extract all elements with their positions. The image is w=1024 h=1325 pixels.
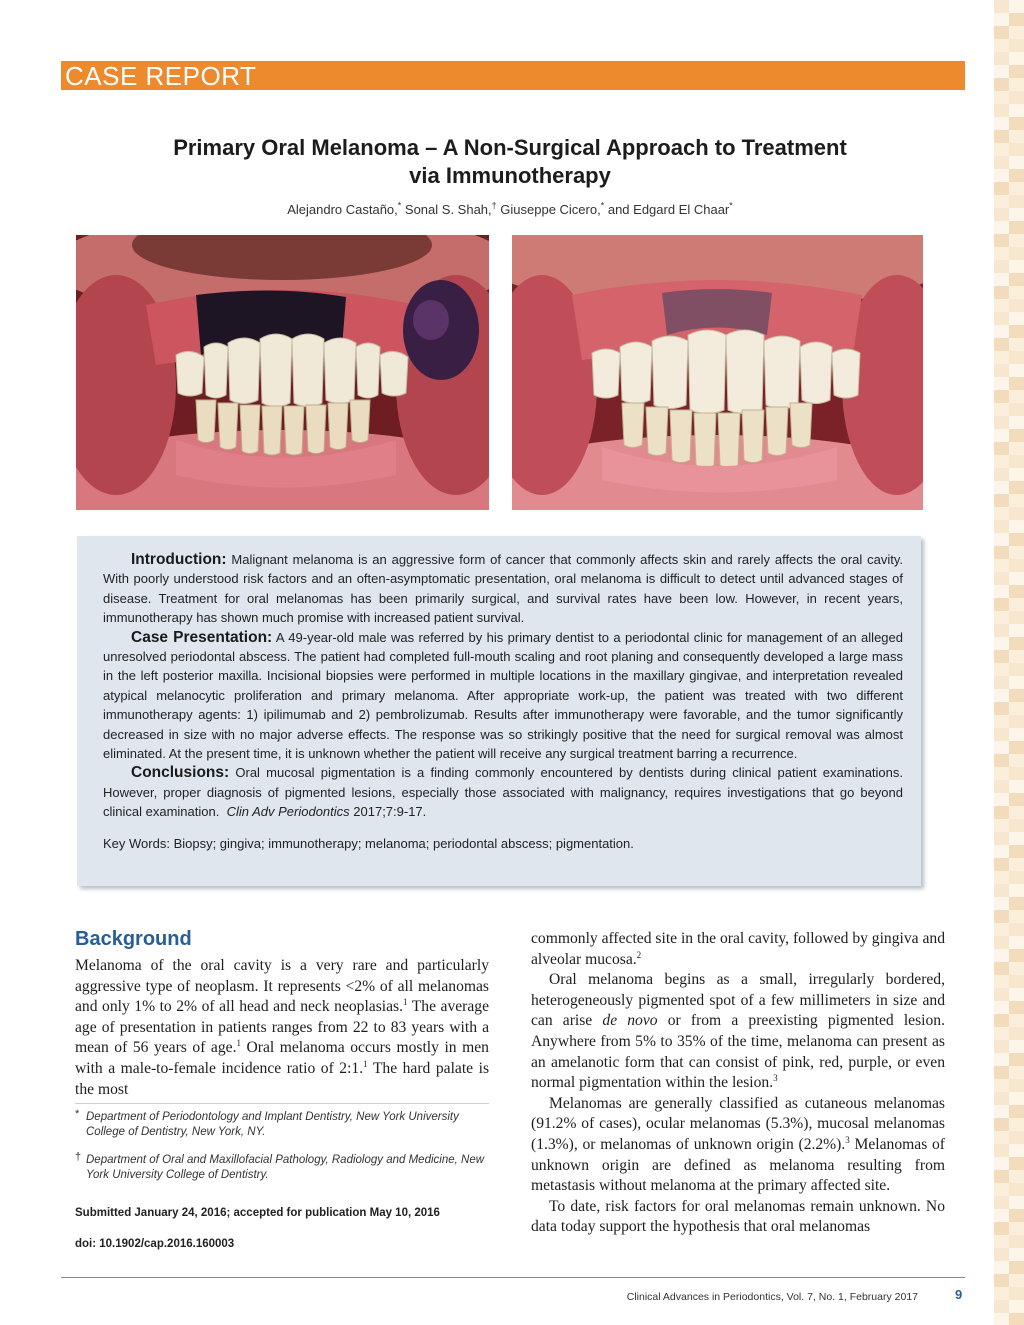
keywords-label: Key Words (103, 835, 167, 851)
body-text: or from a preexisting pigmented lesion. Anywhere from 5% to 35% of the time, melanoma can present as an amelanotic form that can consist of pink, red, purple, or even normal pigmentation within the lesion. (531, 1012, 945, 1092)
edge-tile (1009, 507, 1024, 520)
edge-tile (1009, 1014, 1024, 1027)
edge-tile (994, 156, 1009, 169)
edge-tile (1009, 780, 1024, 793)
edge-tile (1009, 676, 1024, 689)
edge-tile (1009, 169, 1024, 182)
reference-mark: 1 (363, 1058, 368, 1069)
edge-tile (994, 923, 1009, 936)
edge-tile (1009, 195, 1024, 208)
edge-tile (1009, 91, 1024, 104)
footnote-text: Department of Periodontology and Implant Dentistry, New York University College of Dentistry, New York, NY. (86, 1111, 459, 1138)
edge-tile (1009, 1300, 1024, 1313)
edge-tile (994, 39, 1009, 52)
edge-tile (1009, 1001, 1024, 1014)
edge-tile (1009, 819, 1024, 832)
edge-tile (994, 1222, 1009, 1235)
edge-tile (994, 26, 1009, 39)
edge-tile (1009, 1066, 1024, 1079)
edge-tile (1009, 1183, 1024, 1196)
edge-tile (994, 1261, 1009, 1274)
abstract-text: Malignant melanoma is an aggressive form of cancer that commonly affects skin and rarely affects the oral cavity. With poorly understood risk factors and an often-asymptomatic presentation, oral melanoma is difficult to detect until advanced stages of disease. Treatment for oral melanomas has been primarily surgical, and survival rates have been low. However, in recent years, immunotherapy has shown much promise with increased patient survival. (103, 552, 903, 626)
edge-tile (1009, 1274, 1024, 1287)
edge-tile (1009, 208, 1024, 221)
edge-tile (994, 910, 1009, 923)
affiliation-mark: † (491, 200, 497, 211)
edge-tile (994, 1183, 1009, 1196)
author-name: Giuseppe Cicero, (496, 202, 601, 217)
article-title-line2: via Immunotherapy (409, 163, 611, 188)
edge-tile (1009, 884, 1024, 897)
reference-mark: 3 (773, 1072, 778, 1083)
section-banner (61, 61, 965, 90)
edge-tile (1009, 793, 1024, 806)
edge-tile (994, 91, 1009, 104)
edge-tile (994, 858, 1009, 871)
edge-tile (994, 403, 1009, 416)
edge-tile (994, 507, 1009, 520)
edge-tile (1009, 1196, 1024, 1209)
edge-tile (1009, 1209, 1024, 1222)
edge-tile (994, 338, 1009, 351)
edge-tile (1009, 741, 1024, 754)
edge-tile (1009, 234, 1024, 247)
doi: doi: 10.1902/cap.2016.160003 (75, 1238, 235, 1250)
edge-tile (994, 78, 1009, 91)
edge-tile (1009, 559, 1024, 572)
edge-tile (994, 1066, 1009, 1079)
author-name: Alejandro Castaño, (287, 202, 398, 217)
edge-tile (1009, 1118, 1024, 1131)
edge-tile (1009, 78, 1024, 91)
body-paragraph (531, 970, 945, 1094)
edge-tile (1009, 1079, 1024, 1092)
edge-tile (1009, 1248, 1024, 1261)
edge-tile (1009, 1131, 1024, 1144)
edge-tile (994, 260, 1009, 273)
body-text: Oral melanoma occurs mostly in men with a male-to-female incidence ratio of 2:1. (75, 1039, 489, 1077)
edge-tile (994, 65, 1009, 78)
footnote-text: Department of Oral and Maxillofacial Pathology, Radiology and Medicine, New York University College of Dentistry. (86, 1154, 485, 1181)
edge-tile (994, 416, 1009, 429)
author-list (100, 202, 920, 217)
edge-tile (1009, 260, 1024, 273)
footnote-mark: † (75, 1151, 82, 1163)
body-paragraph (531, 1094, 945, 1197)
edge-tile (994, 650, 1009, 663)
edge-tile (1009, 533, 1024, 546)
abstract-introduction (103, 550, 903, 628)
edge-tile (994, 1014, 1009, 1027)
edge-tile (994, 975, 1009, 988)
footnote-affiliation (75, 1110, 493, 1140)
edge-tile (994, 1027, 1009, 1040)
body-text-italic: de novo (602, 1012, 658, 1030)
edge-tile (1009, 806, 1024, 819)
section-label: CASE REPORT (65, 61, 257, 91)
body-text: Oral melanoma begins as a small, irregularly bordered, heterogeneously pigmented spot of a few millimeters in size and can arise (531, 971, 945, 1030)
edge-tile (994, 195, 1009, 208)
edge-tile (1009, 429, 1024, 442)
edge-tile (1009, 1287, 1024, 1300)
keywords-text: : Biopsy; gingiva; immunotherapy; melanoma; periodontal abscess; pigmentation. (166, 835, 634, 851)
edge-tile (994, 364, 1009, 377)
abstract-heading: Conclusions: (131, 764, 230, 782)
mouth-photo-illustration (76, 235, 489, 510)
body-column-right (531, 929, 945, 1238)
journal-citation: Clinical Advances in Periodontics, Vol. 7, No. 1, February 2017 (626, 1291, 918, 1303)
edge-tile (1009, 1040, 1024, 1053)
edge-tile (994, 663, 1009, 676)
edge-tile (994, 13, 1009, 26)
edge-tile (1009, 364, 1024, 377)
edge-tile (994, 702, 1009, 715)
edge-tile (1009, 624, 1024, 637)
edge-tile (994, 429, 1009, 442)
edge-tile (994, 611, 1009, 624)
edge-tile (1009, 702, 1024, 715)
edge-tile (1009, 286, 1024, 299)
edge-tile (1009, 1170, 1024, 1183)
edge-tile (994, 1105, 1009, 1118)
edge-tile (1009, 962, 1024, 975)
edge-tile (994, 1209, 1009, 1222)
edge-tile (994, 1053, 1009, 1066)
edge-tile (994, 1040, 1009, 1053)
edge-tile (994, 897, 1009, 910)
reference-mark: 2 (636, 949, 642, 960)
edge-tile (994, 351, 1009, 364)
edge-tile (1009, 910, 1024, 923)
footnote-affiliation (75, 1153, 493, 1183)
edge-tile (994, 637, 1009, 650)
edge-tile (994, 1131, 1009, 1144)
edge-tile (994, 208, 1009, 221)
body-text: Melanoma of the oral cavity is a very rare and particularly aggressive type of neoplasm. It represents <2% of all melanomas and only 1% to 2% of all head and neck neoplasias. (75, 957, 489, 1016)
edge-tile (1009, 442, 1024, 455)
edge-tile (1009, 689, 1024, 702)
edge-tile (994, 624, 1009, 637)
edge-tile (994, 832, 1009, 845)
edge-tile (1009, 468, 1024, 481)
edge-tile (1009, 117, 1024, 130)
edge-tile (994, 1248, 1009, 1261)
edge-tile (994, 1144, 1009, 1157)
edge-tile (1009, 1313, 1024, 1325)
citation-details: 2017;7:9-17. (349, 804, 427, 820)
edge-tile (1009, 403, 1024, 416)
edge-tile (1009, 1092, 1024, 1105)
edge-tile (994, 1274, 1009, 1287)
edge-tile (1009, 416, 1024, 429)
body-text: commonly affected site in the oral cavity, followed by gingiva and alveolar mucosa. (531, 930, 945, 968)
article-title-line1: Primary Oral Melanoma – A Non-Surgical Approach to Treatment (173, 135, 847, 160)
edge-tile (1009, 39, 1024, 52)
edge-tile (994, 676, 1009, 689)
body-text: The hard palate is the most (75, 1059, 490, 1098)
edge-tile (994, 988, 1009, 1001)
body-column-left (75, 956, 489, 1100)
edge-tile (1009, 247, 1024, 260)
abstract-box (77, 536, 921, 886)
affiliation-mark: * (600, 200, 605, 211)
abstract-text: A 49-year-old male was referred by his primary dentist to a periodontal clinic for management of an alleged unresolved periodontal abscess. The patient had completed full-mouth scaling and root planing and consequently developed a large mass in the left posterior maxilla. Incisional biopsies were performed in multiple locations in the maxillary gingivae, and interpretation revealed atypical melanocytic proliferation and primary melanoma. After appropriate work-up, the patient was treated with two different immunotherapy agents: 1) ipilimumab and 2) pembrolizumab. Results after immunotherapy were favorable, and the tumor significantly decreased in size with no major adverse effects. The response was so strikingly positive that the need for surgical removal was almost eliminated. At the present time, it is unknown whether the patient will receive any surgical treatment barring a recurrence. (103, 629, 903, 762)
edge-tile (1009, 1144, 1024, 1157)
edge-tile (1009, 858, 1024, 871)
edge-tile (994, 377, 1009, 390)
edge-tile (1009, 156, 1024, 169)
edge-tile (1009, 1157, 1024, 1170)
edge-tile (1009, 1053, 1024, 1066)
edge-tile (1009, 598, 1024, 611)
edge-tile (994, 793, 1009, 806)
edge-tile (1009, 637, 1024, 650)
edge-tile (1009, 494, 1024, 507)
abstract-text: Oral mucosal pigmentation is a finding commonly encountered by dentists during clinical patient examinations. However, proper diagnosis of pigmented lesions, especially those associated with malignancy, requires investigations that go beyond clinical examination. (103, 765, 903, 820)
article-title (100, 134, 920, 190)
edge-tile (1009, 923, 1024, 936)
page-number: 9 (955, 1287, 963, 1302)
edge-tile (1009, 936, 1024, 949)
edge-tile (1009, 273, 1024, 286)
edge-tile (994, 1313, 1009, 1325)
edge-tile (994, 728, 1009, 741)
edge-tile (1009, 221, 1024, 234)
edge-tile (1009, 949, 1024, 962)
edge-tile (994, 312, 1009, 325)
edge-tile (1009, 520, 1024, 533)
edge-tile (1009, 1235, 1024, 1248)
footnote-mark: * (75, 1108, 80, 1120)
edge-tile (994, 182, 1009, 195)
edge-tile (994, 1170, 1009, 1183)
body-text: To date, risk factors for oral melanomas remain unknown. No data today support the hypothesis that oral melanomas (531, 1197, 945, 1236)
edge-tile (1009, 338, 1024, 351)
edge-tile (994, 1157, 1009, 1170)
edge-tile (994, 1287, 1009, 1300)
edge-tile (994, 52, 1009, 65)
reference-mark: 1 (236, 1038, 241, 1049)
body-paragraph (531, 929, 945, 970)
edge-tile (1009, 351, 1024, 364)
body-text: Melanomas of unknown origin are defined as melanoma resulting from metastasis without melanoma at the primary affected site. (531, 1135, 945, 1195)
edge-tile (994, 845, 1009, 858)
edge-tile (994, 962, 1009, 975)
edge-tile (1009, 312, 1024, 325)
author-name: Sonal S. Shah, (401, 202, 492, 217)
edge-tile (994, 533, 1009, 546)
edge-tile (994, 715, 1009, 728)
edge-tile (994, 247, 1009, 260)
edge-tile (994, 286, 1009, 299)
edge-tile (1009, 832, 1024, 845)
edge-tile (994, 1092, 1009, 1105)
edge-tile (994, 0, 1009, 13)
mouth-photo-illustration (512, 235, 923, 510)
edge-tile (994, 1118, 1009, 1131)
edge-tile (994, 273, 1009, 286)
edge-tile (1009, 104, 1024, 117)
edge-tile (994, 520, 1009, 533)
edge-tile (1009, 52, 1024, 65)
edge-tile (1009, 988, 1024, 1001)
edge-tile (994, 481, 1009, 494)
edge-tile (1009, 26, 1024, 39)
body-paragraph (75, 956, 489, 1100)
edge-tile (1009, 650, 1024, 663)
edge-tile (1009, 767, 1024, 780)
edge-tile (1009, 1222, 1024, 1235)
reference-mark: 3 (845, 1134, 850, 1145)
edge-tile (994, 104, 1009, 117)
edge-tile (994, 468, 1009, 481)
edge-tile (994, 299, 1009, 312)
edge-tile (994, 546, 1009, 559)
edge-tile (1009, 143, 1024, 156)
edge-tile (1009, 572, 1024, 585)
edge-tile (994, 689, 1009, 702)
edge-tile (994, 819, 1009, 832)
edge-tile (1009, 845, 1024, 858)
citation-journal: Clin Adv Periodontics (226, 804, 350, 820)
edge-tile (994, 221, 1009, 234)
edge-tile (994, 1196, 1009, 1209)
edge-tile (1009, 585, 1024, 598)
edge-tile (994, 754, 1009, 767)
abstract-conclusions (103, 763, 903, 821)
footer-rule (61, 1277, 965, 1278)
edge-tile (1009, 13, 1024, 26)
edge-tile (994, 1300, 1009, 1313)
edge-tile (994, 234, 1009, 247)
abstract-heading: Introduction: (131, 551, 227, 568)
edge-tile (994, 325, 1009, 338)
clinical-photo-pretreatment (76, 235, 489, 510)
edge-tile (1009, 754, 1024, 767)
edge-tile (1009, 390, 1024, 403)
edge-tile (1009, 663, 1024, 676)
edge-tile (994, 1079, 1009, 1092)
edge-tile (1009, 1027, 1024, 1040)
author-name: and Edgard El Chaar (604, 202, 730, 217)
edge-tile (1009, 299, 1024, 312)
edge-tile (994, 884, 1009, 897)
edge-tile (994, 143, 1009, 156)
edge-tile (1009, 130, 1024, 143)
body-text: Melanomas are generally classified as cutaneous melanomas (91.2% of cases), ocular melanomas (5.3%), mucosal melanomas (1.3%), or melanomas of unknown origin (2.2%). (531, 1094, 945, 1153)
edge-tile (994, 585, 1009, 598)
clinical-photo-posttreatment (512, 235, 923, 510)
abstract-heading: Case Presentation: (131, 628, 273, 646)
edge-tile (994, 780, 1009, 793)
edge-tile (1009, 728, 1024, 741)
edge-tile (994, 741, 1009, 754)
affiliation-mark: * (397, 200, 402, 211)
body-text: The average age of presentation in patients ranges from 22 to 83 years with a mean of 56 years of age. (75, 998, 489, 1057)
abstract-case-presentation (103, 628, 903, 764)
edge-tile (1009, 546, 1024, 559)
affiliation-mark: * (729, 200, 733, 211)
edge-tile (1009, 455, 1024, 468)
edge-tile (1009, 65, 1024, 78)
edge-tile (1009, 897, 1024, 910)
edge-tile (994, 1235, 1009, 1248)
edge-tile (994, 806, 1009, 819)
edge-tile (994, 598, 1009, 611)
edge-tile (994, 130, 1009, 143)
edge-tile (994, 169, 1009, 182)
edge-tile (994, 117, 1009, 130)
edge-tile (994, 442, 1009, 455)
edge-tile (1009, 0, 1024, 13)
edge-tile (1009, 715, 1024, 728)
section-heading-background: Background (75, 928, 192, 950)
edge-tile (1009, 377, 1024, 390)
keywords (103, 834, 903, 853)
body-paragraph (531, 1197, 945, 1238)
edge-tile (994, 390, 1009, 403)
edge-tile (1009, 1261, 1024, 1274)
edge-tile (994, 949, 1009, 962)
page-edge-decoration (994, 0, 1024, 1325)
edge-tile (1009, 871, 1024, 884)
edge-tile (1009, 325, 1024, 338)
edge-tile (994, 559, 1009, 572)
edge-tile (1009, 1105, 1024, 1118)
edge-tile (1009, 975, 1024, 988)
submission-dates: Submitted January 24, 2016; accepted for publication May 10, 2016 (75, 1207, 440, 1219)
edge-tile (1009, 182, 1024, 195)
edge-tile (1009, 611, 1024, 624)
footnote-divider (75, 1103, 489, 1104)
edge-tile (994, 455, 1009, 468)
edge-tile (994, 572, 1009, 585)
edge-tile (1009, 481, 1024, 494)
edge-tile (994, 494, 1009, 507)
edge-tile (994, 936, 1009, 949)
edge-tile (994, 871, 1009, 884)
reference-mark: 1 (403, 997, 408, 1007)
edge-tile (994, 767, 1009, 780)
edge-tile (994, 1001, 1009, 1014)
